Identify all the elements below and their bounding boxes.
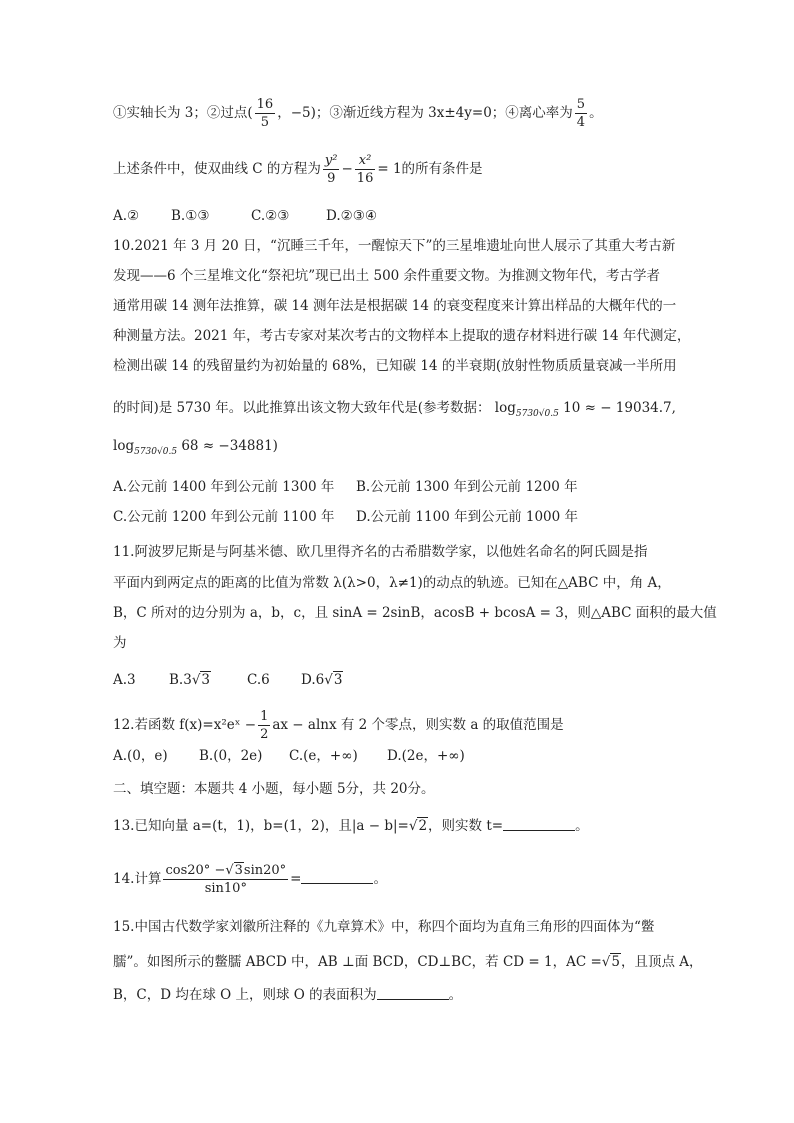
q12-stem: 12.若函数 f(x)=x²eˣ − $\frac{1}{2}$ ax − alnx 有 2 个零点，则实数 a 的取值范围是 [113, 709, 564, 742]
q9-conditions: ①实轴长为 3；②过点( $\frac{16}{5}$ ，−5)；③渐近线方程为 3x±4y=0；④离心率为 $\frac{5}{4}$ 。 [113, 97, 603, 130]
option-d: D.(2e，+∞) [387, 748, 465, 764]
option-d: D.6√3 [301, 672, 343, 688]
q9-stem: 上述条件中，使双曲线 C 的方程为 $\frac{\text{y²}}{9}$ − $\frac{\text{x²}}{16}$ = 1的所有条件是 [113, 153, 483, 186]
fraction-16-5: $\frac{16}{5}$ [256, 97, 274, 130]
q9-options [113, 206, 377, 226]
q10-line-2: 发现——6 个三星堆文化“祭祀坑”现已出土 500 余件重要文物。为推测文物年代，考古学者 [113, 268, 661, 284]
q10-line-3: 通常用碳 14 测年法推算，碳 14 测年法是根据碳 14 的衰变程度来计算出样品的大概年代的一 [113, 298, 677, 314]
fraction-x2-16: $\frac{\text{x²}}{16}$ [356, 153, 374, 186]
q10-options-row1 [113, 477, 599, 497]
q11-line-1: 11.阿波罗尼斯是与阿基米德、欧几里得齐名的古希腊数学家，以他姓名命名的阿氏圆是指 [113, 544, 648, 560]
option-a: A.② [113, 208, 140, 224]
answer-blank[interactable] [301, 869, 373, 884]
q10-line-5: 检测出碳 14 的残留量约为初始量的 68%，已知碳 14 的半衰期(放射性物质质量衰减一半所用 [113, 358, 677, 374]
sqrt-symbol: √5 [601, 954, 620, 970]
q10-line-7: $\log_{5730√0.5} 68 \approx -34881$) [113, 438, 278, 457]
section-heading: 二、填空题：本题共 4 小题，每小题 5分，共 20分。 [113, 781, 435, 797]
option-d: D.②③④ [326, 208, 377, 224]
q14-stem: 14.计算 $\frac{\cos 20^\circ -√3\sin 20^\circ}{\sin 10^\circ}$ = 。 [113, 863, 387, 896]
sqrt-symbol: √2 [408, 818, 428, 834]
option-b: B.3√3 [169, 672, 211, 688]
fraction-y2-9: $\frac{\text{y²}}{9}$ [324, 153, 338, 186]
option-d: D.公元前 1100 年到公元前 1000 年 [356, 509, 579, 525]
option-a: A.3 [113, 672, 136, 688]
sqrt-symbol: √3 [324, 672, 343, 688]
q10-line-4: 种测量方法。2021 年，考古专家对某次考古的文物样本上提取的遗存材料进行碳 14 年代测定， [113, 328, 691, 344]
option-b: B.①③ [171, 208, 210, 224]
q15-line-3: B，C，D 均在球 O 上，则球 O 的表面积为 。 [113, 987, 463, 1003]
q15-line-1: 15.中国古代数学家刘徽所注释的《九章算术》中，称四个面均为直角三角形的四面体为“鳖 [113, 919, 655, 935]
option-c: C.公元前 1200 年到公元前 1100 年 [113, 509, 335, 525]
fraction-trig: $\frac{\cos 20^\circ -√3\sin 20^\circ}{\sin 10^\circ}$ [165, 863, 287, 896]
q9-cond-tail: ，−5)；③渐近线方程为 3x±4y=0；④离心率为 [277, 105, 573, 121]
answer-blank[interactable] [503, 816, 575, 831]
q10-options-row2 [113, 507, 599, 527]
option-a: A.公元前 1400 年到公元前 1300 年 [113, 479, 335, 495]
answer-blank[interactable] [377, 985, 449, 1000]
q9-cond-text: ①实轴长为 3；②过点( [113, 105, 253, 121]
option-a: A.(0，e) [113, 748, 168, 764]
q11-line-4: 为 [113, 635, 127, 651]
q10-line-1: 10.2021 年 3 月 20 日，“沉睡三千年，一醒惊天下”的三星堆遗址向世人展示了其重大考古新 [113, 238, 676, 254]
sqrt-symbol: √3 [191, 672, 211, 688]
q11-options [113, 670, 343, 690]
fraction-1-2: $\frac{1}{2}$ [260, 709, 269, 742]
option-b: B.(0，2e) [199, 748, 263, 764]
q12-options [113, 746, 465, 766]
option-c: C.②③ [251, 208, 290, 224]
q13-stem: 13.已知向量 a=(t，1)，b=(1，2)，且|a − b|=√2，则实数 t= 。 [113, 818, 589, 834]
fraction-5-4: $\frac{5}{4}$ [576, 97, 586, 130]
option-b: B.公元前 1300 年到公元前 1200 年 [356, 479, 578, 495]
sqrt-symbol: √3 [225, 863, 243, 878]
option-c: C.6 [247, 672, 270, 688]
option-c: C.(e，+∞) [289, 748, 358, 764]
q15-line-2: 臑”。如图所示的鳖臑 ABCD 中，AB ⊥面 BCD，CD⊥BC，若 CD = 1，AC =√5，且顶点 A， [113, 954, 703, 970]
q10-line-6: 的时间)是 5730 年。以此推算出该文物大致年代是(参考数据： $\log_{5730√0.5} 10$ ≈ − 19034.7, [113, 400, 676, 419]
q11-line-2: 平面内到两定点的距离的比值为常数 λ(λ>0，λ≠1)的动点的轨迹。已知在△ABC 中，角 A， [113, 575, 671, 591]
q11-line-3: B，C 所对的边分别为 a，b，c，且 sinA = 2sinB，acosB + bcosA = 3，则△ABC 面积的最大值 [113, 605, 717, 621]
